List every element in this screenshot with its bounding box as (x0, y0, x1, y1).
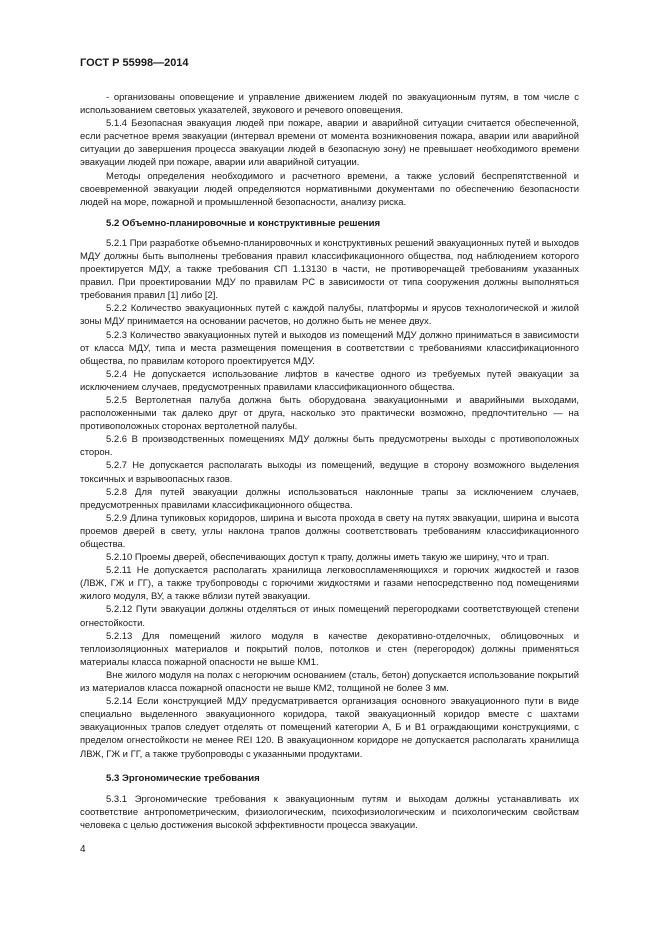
section-heading-5-3: 5.3 Эргономические требования (106, 772, 260, 784)
paragraph: 5.2.10 Проемы дверей, обеспечивающих доступ к трапу, должны иметь такую же ширину, что и трап. (106, 552, 550, 564)
paragraph: 5.2.14 Если конструкцией МДУ предусматривается организация основного эвакуационного пути в виде специально выделенного эвакуационного коридора, такой эвакуационный коридор вместе с шахтами эвакуационных трапов следует отделять от помещений категории А, Б и В1 ограждающими конструкциями, с пределом огнестойкости не менее REI 120. В эвакуационном коридоре не допускается располагать хранилища ЛВЖ, ГЖ и ГГ, а также трубопроводы с указанными продуктами. (80, 696, 579, 760)
paragraph: Вне жилого модуля на полах с негорючим основанием (сталь, бетон) допускается использование покрытий из материалов класса пожарной опасности не выше КМ2, толщиной не более 3 мм. (80, 669, 579, 695)
page-number: 4 (80, 844, 86, 855)
paragraph: 5.2.13 Для помещений жилого модуля в качестве декоративно-отделочных, облицовочных и теплоизоляционных материалов и покрытий полов, потолков и стен (перегородок) должны применяться материалы класса пожарной опасности не выше КМ1. (80, 630, 579, 668)
paragraph: 5.2.1 При разработке объемно-планировочных и конструктивных решений эвакуационных путей и выходов МДУ должны быть выполнены требования правил классификационного общества, под наблюдением которого проектируется МДУ, а также требования СП 1.13130 в части, не противоречащей требованиям указанных правил. При проектировании МДУ по правилам РС в зависимости от типа сооружения должны выполняться требования правил [1] либо [2]. (80, 237, 579, 302)
paragraph: 5.3.1 Эргономические требования к эвакуационным путям и выходам должны устанавливать их соответствие антропометрическим, физиологическим, психофизиологическим и психологическим свойствам человека с целью достижения высокой эффективности процесса эвакуации. (80, 793, 579, 831)
document-header: ГОСТ Р 55998—2014 (80, 57, 189, 69)
paragraph: 5.2.12 Пути эвакуации должны отделяться от иных помещений перегородками соответствующей степени огнестойкости. (80, 604, 579, 629)
paragraph: Методы определения необходимого и расчетного времени, а также условий беспрепятственной и своевременной эвакуации людей определяются нормативными документами по обеспечению безопасности людей на море, пожарной и промышленной безопасности, анализу риска. (80, 170, 579, 208)
paragraph: 5.2.7 Не допускается располагать выходы из помещений, ведущие в сторону возможного выделения токсичных и взрывоопасных газов. (80, 460, 579, 485)
paragraph: 5.2.3 Количество эвакуационных путей и выходов из помещений МДУ должно приниматься в зависимости от класса МДУ, типа и места размещения помещения в соответствии с требованиями классификационного общества, по правилам которого проектируется МДУ. (80, 329, 579, 367)
paragraph: 5.2.11 Не допускается располагать хранилища легковоспламеняющихся и горючих жидкостей и газов (ЛВЖ, ГЖ и ГГ), а также трубопроводы с горючими жидкостями и газами непосредственно под помещениями жилого модуля, ВУ, а также вблизи путей эвакуации. (80, 565, 579, 603)
paragraph: 5.2.8 Для путей эвакуации должны использоваться наклонные трапы за исключением случаев, предусмотренных правилами классификационного общества. (80, 486, 579, 511)
paragraph: 5.2.6 В производственных помещениях МДУ должны быть предусмотрены выходы с противоположных сторон. (80, 434, 579, 459)
paragraph: 5.2.5 Вертолетная палуба должна быть оборудована эвакуационными и аварийными выходами, расположенными так далеко друг от друга, насколько это практически возможно, предпочтительно — на противоположных сторонах вертолетной палубы. (80, 394, 579, 433)
paragraph: 5.2.9 Длина тупиковых коридоров, ширина и высота прохода в свету на путях эвакуации, ширина и высота проемов дверей в свету, углы наклона трапов должны соответствовать требованиям классификационного общества. (80, 512, 579, 550)
paragraph: 5.2.4 Не допускается использование лифтов в качестве одного из требуемых путей эвакуации за исключением случаев, предусмотренных правилами классификационного общества. (80, 368, 579, 393)
paragraph: 5.1.4 Безопасная эвакуация людей при пожаре, аварии и аварийной ситуации считается обеспеченной, если расчетное время эвакуации (интервал времени от момента возникновения пожара, аварии или аварийной ситуации до завершения процесса эвакуации людей в безопасную зону) не превышает необходимого времени эвакуации людей при пожаре, аварии или аварийной ситуации. (80, 118, 579, 169)
paragraph: 5.2.2 Количество эвакуационных путей с каждой палубы, платформы и ярусов технологической и жилой зоны МДУ принимается на основании расчетов, но должно быть не менее двух. (80, 303, 579, 328)
paragraph: - организованы оповещение и управление движением людей по эвакуационным путям, в том числе с использованием световых указателей, звукового и речевого оповещения. (80, 92, 579, 117)
page-content (80, 91, 579, 832)
section-heading-5-2: 5.2 Объемно-планировочные и конструктивные решения (106, 217, 381, 229)
